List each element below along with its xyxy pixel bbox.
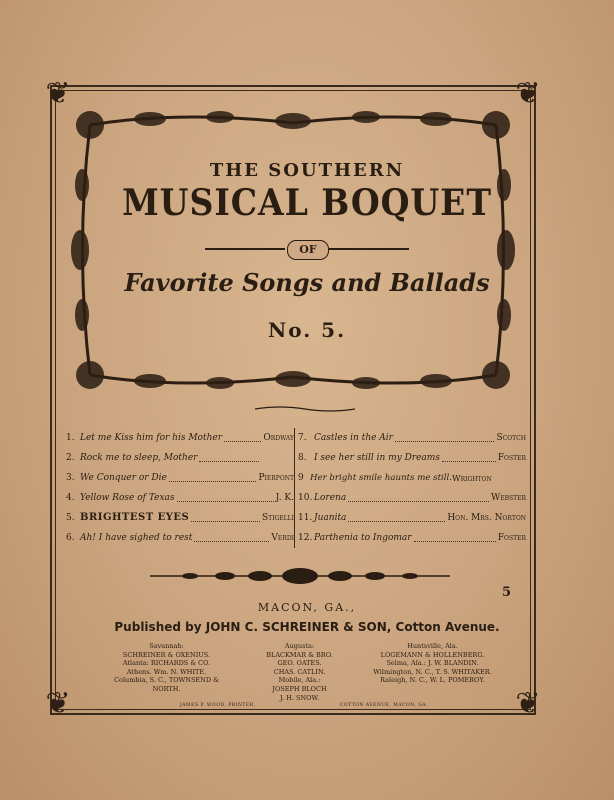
scroll-ornament-icon [329,244,409,254]
publisher-line: Published by JOHN C. SCHREINER & SON, Cotton Avenue. [114,620,500,634]
song-title: Juanita [314,513,347,523]
agent-column: Huntsville, Ala. LOGEMANN & HOLLENBERG. Selma, Ala.: J. W. BLANDIN. Wilmington, N. C., T. S. WHITAKER. Raleigh, N. C., W. L. POMEROY. [373,642,492,685]
song-title: We Conquer or Die [80,473,167,483]
scroll-ornament-icon [150,565,450,587]
song-title: Lorena [314,493,347,503]
list-item: 9 Her bright smile haunts me still. Wrighton [298,468,526,488]
song-author: Foster [497,533,526,543]
list-item: 8. I see her still in my Dreams Foster [298,448,526,468]
list-item: 10. Lorena Webster [298,488,526,508]
song-author: Wrighton [452,473,492,483]
song-title: Rock me to sleep, Mother [80,453,198,463]
list-item: 5. BRIGHTEST EYES Stigelli [66,508,294,528]
list-item: 3. We Conquer or Die Pierpont [66,468,294,488]
song-title: Ah! I have sighed to rest [80,533,193,543]
list-item: 6. Ah! I have sighed to rest Verdi [66,528,294,548]
page-title: MUSICAL BOQUET [122,182,492,224]
title-of-badge: OF [287,240,329,260]
list-item: 11. Juanita Hon. Mrs. Norton [298,508,526,528]
list-item: 4. Yellow Rose of Texas J. K. [66,488,294,508]
song-author: Verdi [271,533,294,543]
scroll-ornament-icon [205,244,285,254]
corner-ornament-icon: ❦ [515,76,541,111]
song-title: Her bright smile haunts me still. [310,473,453,483]
subtitle: Favorite Songs and Ballads [124,268,490,297]
list-item: 12. Parthenia to Ingomar Foster [298,528,526,548]
issue-number: No. 5. [267,318,347,342]
list-item: 2. Rock me to sleep, Mother [66,448,294,468]
song-author: Webster [490,493,526,503]
song-author: Hon. Mrs. Norton [447,513,526,523]
song-title: I see her still in my Dreams [314,453,440,463]
song-title: Let me Kiss him for his Mother [80,433,223,443]
corner-ornament-icon: ❦ [515,686,541,721]
printer-credit: JAMES P. WOOD, PRINTER, [180,703,256,708]
column-divider [294,428,295,548]
song-author: Scotch [496,433,526,443]
song-column-left [66,428,294,548]
song-author: J. K. [275,493,294,503]
song-author: Pierpont [258,473,294,483]
agent-column: Savannah: SCHREINER & OXENIUS. Atlanta: RICHARDS & CO. Athens. Wm. N. WHITE. Columbia, S. C., TOWNSEND & NORTH. [114,642,219,693]
printer-address: COTTON AVENUE, MACON, GA. [340,703,428,708]
corner-ornament-icon: ❦ [45,686,71,721]
corner-ornament-icon: ❦ [45,76,71,111]
list-item: 1. Let me Kiss him for his Mother Ordway [66,428,294,448]
song-author: Foster [497,453,526,463]
song-title: Yellow Rose of Texas [80,493,175,503]
publisher-city: MACON, GA., [257,601,357,614]
agent-column: Augusta: BLACKMAR & BRO. GEO. OATES. CHAS. CATLIN. Mobile, Ala.: JOSEPH BLOCH J. H. SNOW. [266,642,333,702]
title-line-southern: THE SOUTHERN [209,160,405,181]
song-title: Castles in the Air [314,433,393,443]
list-item: 7. Castles in the Air Scotch [298,428,526,448]
song-column-right [298,428,526,548]
song-author: Stigelli [261,513,294,523]
song-title: BRIGHTEST EYES [80,512,190,523]
page-number: 5 [502,585,512,600]
divider-ornament-icon [255,405,355,413]
song-author: Ordway [263,433,294,443]
song-title: Parthenia to Ingomar [314,533,412,543]
